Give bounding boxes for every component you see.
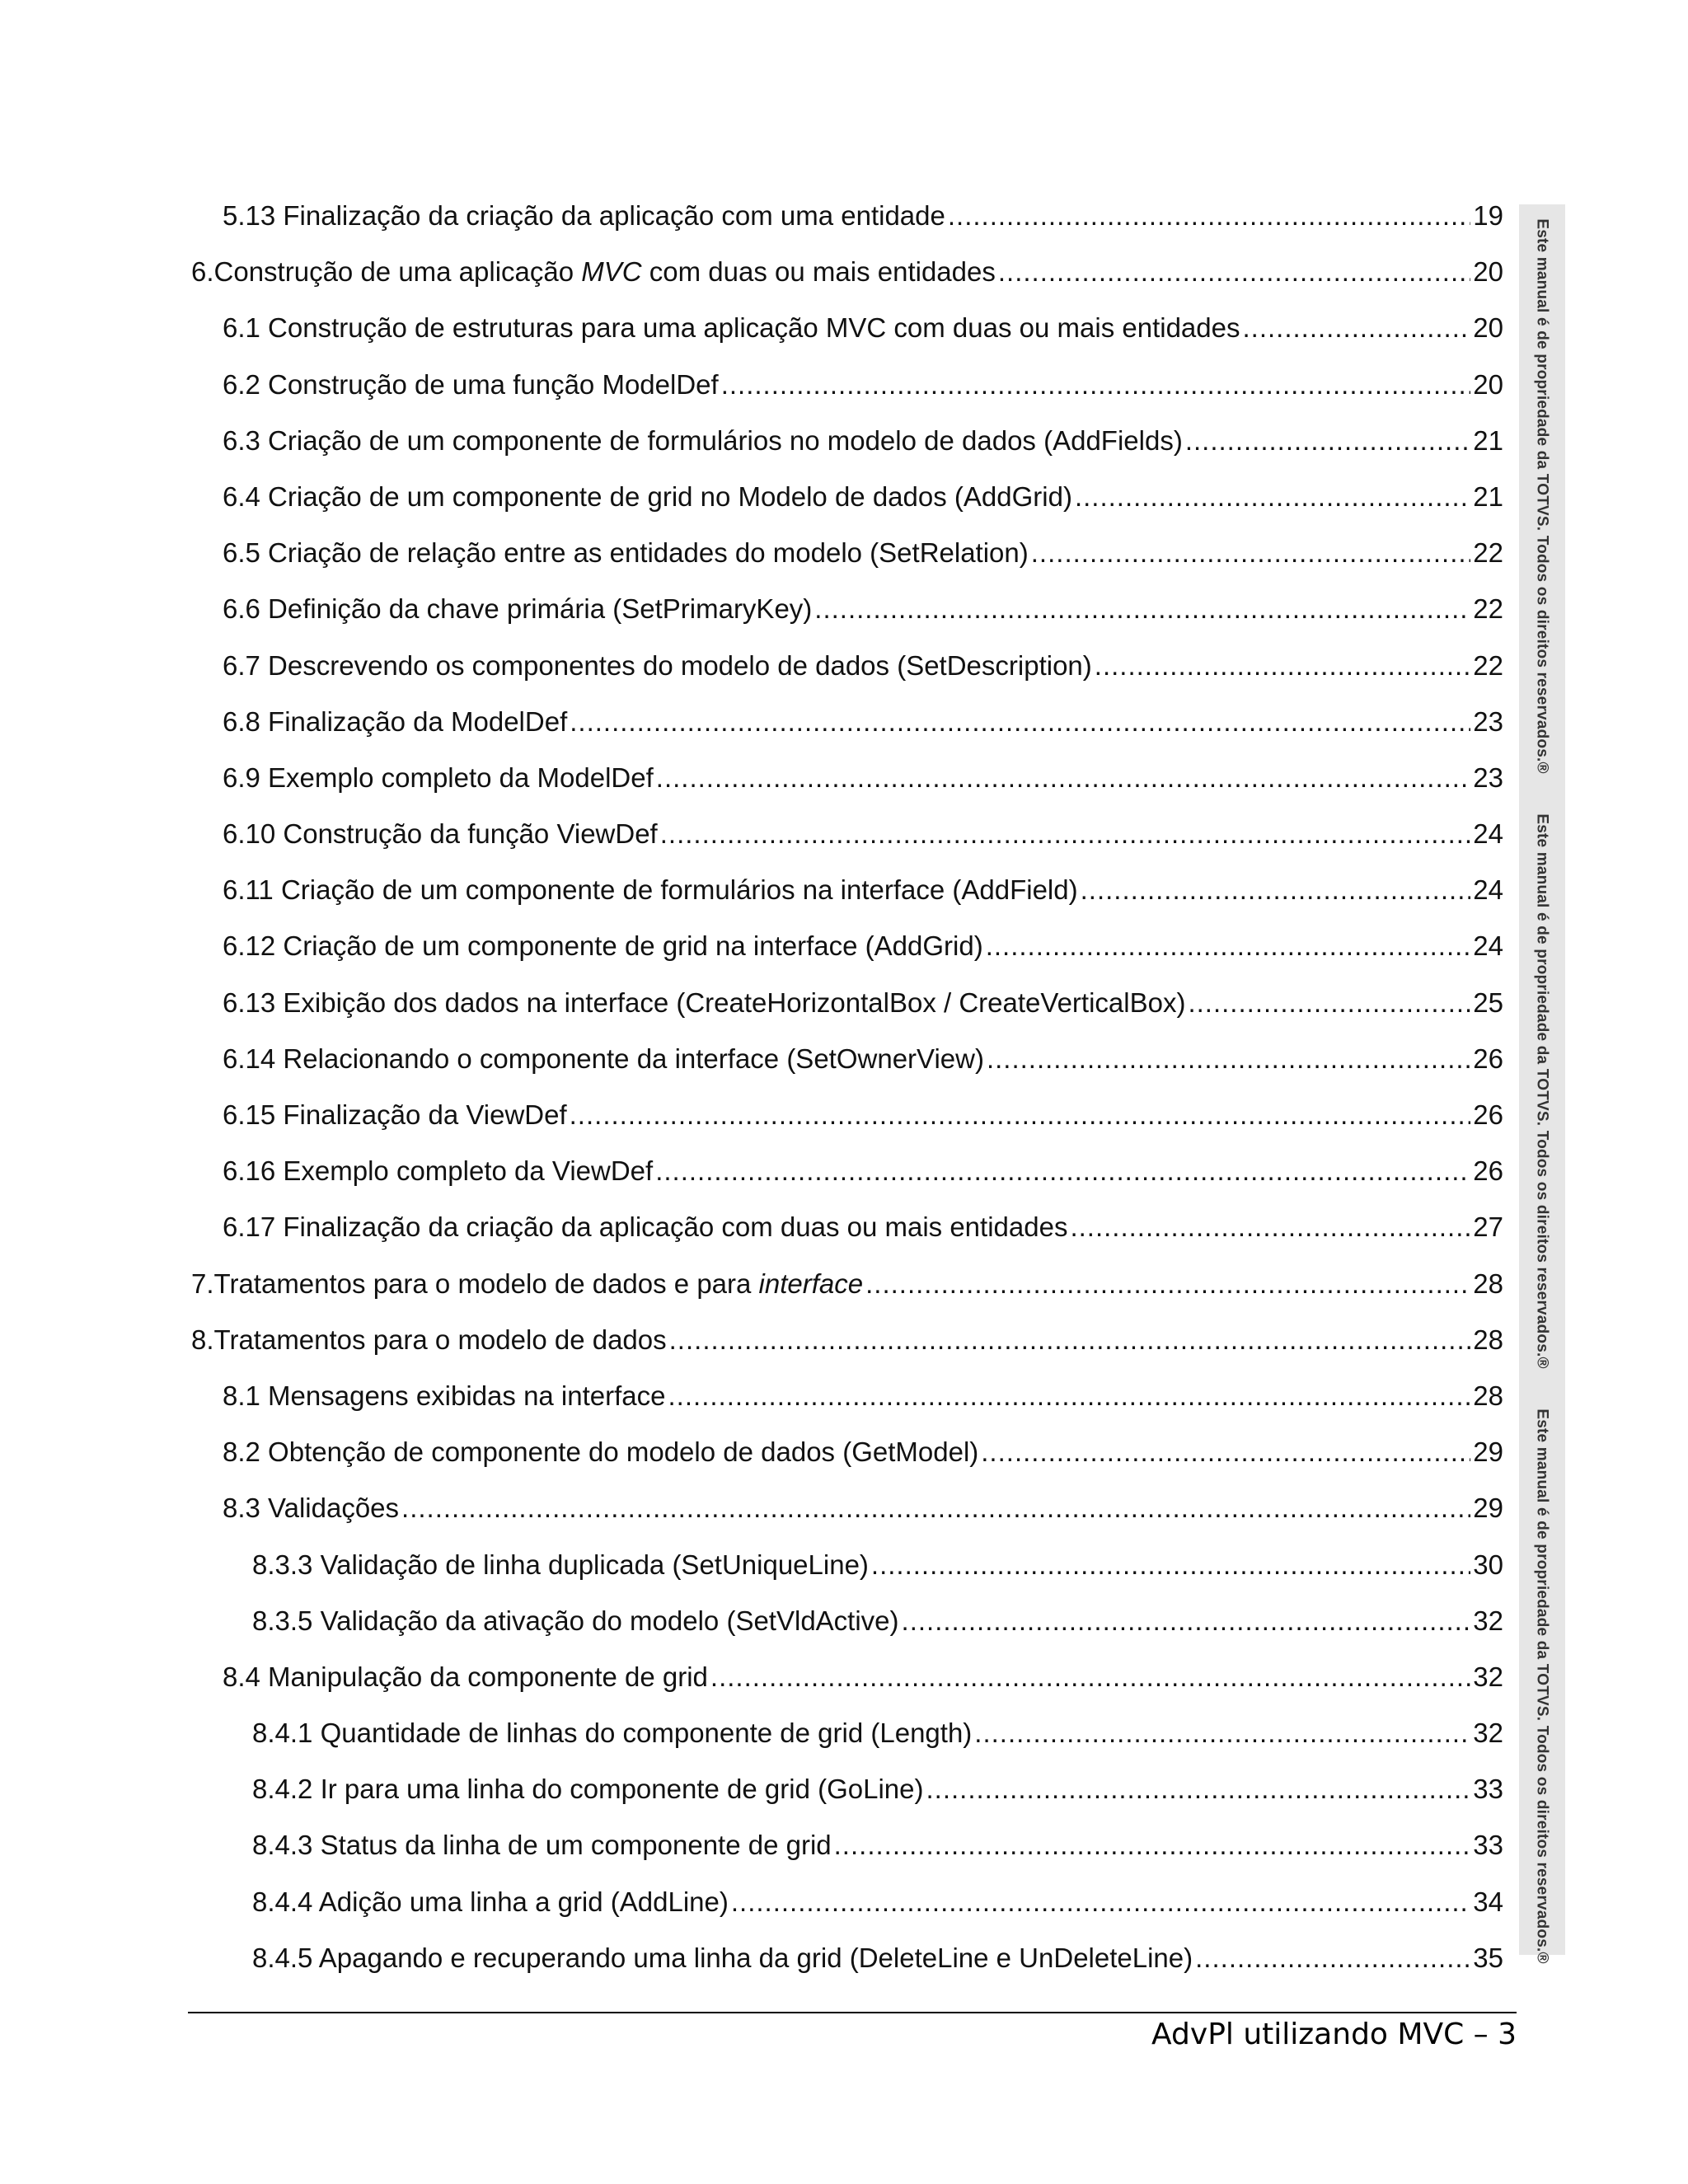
toc-dot-leader <box>731 1874 1470 1930</box>
toc-entry-title-part: 6.Construção de uma aplicação <box>191 256 582 288</box>
toc-entry[interactable] <box>191 525 1503 581</box>
toc-entry-title: 5.13 Finalização da criação da aplicação com uma entidade <box>223 200 945 231</box>
toc-entry-title-part: 7.Tratamentos para o modelo de dados e para <box>191 1268 759 1299</box>
toc-dot-leader <box>1075 469 1470 525</box>
toc-entry[interactable] <box>191 750 1503 806</box>
toc-entry[interactable] <box>191 469 1503 525</box>
toc-entry[interactable] <box>191 1424 1503 1480</box>
toc-dot-leader <box>987 1031 1470 1087</box>
toc-entry[interactable] <box>191 244 1503 300</box>
toc-dot-leader <box>926 1761 1471 1817</box>
toc-page-number: 21 <box>1473 480 1503 512</box>
toc-entry[interactable] <box>191 638 1503 694</box>
toc-dot-leader <box>1095 638 1471 694</box>
toc-dot-leader <box>981 1424 1470 1480</box>
toc-entry-title: 6.15 Finalização da ViewDef <box>223 1099 567 1130</box>
toc-entry[interactable] <box>191 1199 1503 1255</box>
copyright-notice-2 <box>1519 799 1565 1383</box>
toc-page-number: 24 <box>1473 930 1503 962</box>
toc-page-number: 21 <box>1473 424 1503 456</box>
toc-page-number: 26 <box>1473 1043 1503 1074</box>
toc-entry[interactable] <box>191 862 1503 918</box>
toc-dot-leader <box>834 1817 1471 1873</box>
toc-page-number: 25 <box>1473 987 1503 1018</box>
toc-entry[interactable] <box>191 975 1503 1031</box>
toc-dot-leader <box>668 1368 1471 1424</box>
toc-entry-title: 8.3.5 Validação da ativação do modelo (SetVldActive) <box>252 1605 899 1636</box>
toc-page-number: 26 <box>1473 1099 1503 1130</box>
toc-page-number: 27 <box>1473 1212 1503 1243</box>
toc-page-number: 30 <box>1473 1549 1503 1580</box>
toc-entry-title: 8.4.5 Apagando e recuperando uma linha da grid (DeleteLine e UnDeleteLine) <box>252 1942 1193 1973</box>
toc-entry-title-part: com duas ou mais entidades <box>641 256 996 288</box>
toc-dot-leader <box>1070 1199 1470 1255</box>
toc-entry[interactable] <box>191 413 1503 469</box>
toc-entry[interactable] <box>191 1649 1503 1705</box>
toc-page-number: 22 <box>1473 649 1503 681</box>
toc-dot-leader <box>401 1480 1470 1536</box>
toc-page-number: 32 <box>1473 1661 1503 1692</box>
toc-page-number: 24 <box>1473 874 1503 906</box>
toc-dot-leader <box>871 1537 1470 1593</box>
toc-entry-title: 6.6 Definição da chave primária (SetPrimaryKey) <box>223 593 813 625</box>
toc-dot-leader <box>1188 975 1470 1031</box>
toc-entry[interactable] <box>191 1593 1503 1649</box>
toc-entry[interactable] <box>191 1874 1503 1930</box>
toc-entry-title: 8.4 Manipulação da componente de grid <box>223 1661 708 1692</box>
toc-dot-leader <box>986 918 1471 974</box>
toc-page-number: 19 <box>1473 200 1503 231</box>
toc-entry[interactable] <box>191 1817 1503 1873</box>
toc-dot-leader <box>656 750 1471 806</box>
toc-dot-leader <box>948 188 1470 244</box>
toc-page-number: 34 <box>1473 1886 1503 1917</box>
toc-dot-leader <box>570 1087 1471 1143</box>
toc-page-number: 29 <box>1473 1493 1503 1524</box>
toc-dot-leader <box>1185 413 1470 469</box>
toc-page-number: 32 <box>1473 1718 1503 1749</box>
toc-entry-title: 8.4.4 Adição uma linha a grid (AddLine) <box>252 1886 729 1917</box>
toc-dot-leader <box>974 1705 1470 1761</box>
toc-entry-title: 6.7 Descrevendo os componentes do modelo de dados (SetDescription) <box>223 649 1092 681</box>
toc-entry-title: 6.5 Criação de relação entre as entidades do modelo (SetRelation) <box>223 537 1029 569</box>
copyright-sidebar <box>1519 204 1565 1964</box>
toc-page-number: 29 <box>1473 1436 1503 1468</box>
toc-page-number: 28 <box>1473 1324 1503 1355</box>
toc-entry[interactable] <box>191 1537 1503 1593</box>
toc-page-number: 28 <box>1473 1380 1503 1411</box>
toc-page-number: 33 <box>1473 1774 1503 1805</box>
toc-entry[interactable] <box>191 1480 1503 1536</box>
table-of-contents <box>191 188 1503 1986</box>
toc-entry[interactable] <box>191 188 1503 244</box>
toc-entry-title: 6.11 Criação de um componente de formulários na interface (AddField) <box>223 874 1078 906</box>
toc-entry-title <box>191 244 996 300</box>
toc-page-number: 28 <box>1473 1268 1503 1299</box>
toc-entry[interactable] <box>191 1256 1503 1312</box>
toc-dot-leader <box>865 1256 1470 1312</box>
toc-dot-leader <box>1031 525 1471 581</box>
toc-page-number: 24 <box>1473 818 1503 850</box>
toc-entry-title: 6.8 Finalização da ModelDef <box>223 705 568 737</box>
toc-page-number: 20 <box>1473 256 1503 288</box>
toc-entry-title: 6.2 Construção de uma função ModelDef <box>223 368 719 400</box>
toc-dot-leader <box>1081 862 1471 918</box>
toc-entry-title: 8.3.3 Validação de linha duplicada (SetUniqueLine) <box>252 1549 869 1580</box>
toc-entry[interactable] <box>191 1761 1503 1817</box>
toc-dot-leader <box>998 244 1470 300</box>
toc-entry[interactable] <box>191 1143 1503 1199</box>
toc-entry-title: 6.16 Exemplo completo da ViewDef <box>223 1155 654 1187</box>
toc-entry-title: 8.3 Validações <box>223 1493 400 1524</box>
copyright-notice-text: Este manual é de propriedade da TOTVS. Todos os direitos reservados.® <box>1534 218 1551 774</box>
toc-page-number: 20 <box>1473 312 1503 344</box>
toc-dot-leader <box>814 581 1470 637</box>
toc-entry[interactable] <box>191 1930 1503 1986</box>
toc-entry[interactable] <box>191 806 1503 862</box>
toc-entry-title: 6.4 Criação de um componente de grid no Modelo de dados (AddGrid) <box>223 480 1072 512</box>
toc-entry[interactable] <box>191 300 1503 356</box>
toc-entry-title: 6.3 Criação de um componente de formulários no modelo de dados (AddFields) <box>223 424 1183 456</box>
toc-entry-title: 6.14 Relacionando o componente da interface (SetOwnerView) <box>223 1043 984 1074</box>
toc-entry[interactable] <box>191 1031 1503 1087</box>
toc-entry[interactable] <box>191 357 1503 413</box>
toc-page-number: 23 <box>1473 762 1503 793</box>
toc-entry-title: 8.Tratamentos para o modelo de dados <box>191 1324 667 1355</box>
toc-page-number: 20 <box>1473 368 1503 400</box>
toc-entry[interactable] <box>191 918 1503 974</box>
copyright-notice-text: Este manual é de propriedade da TOTVS. Todos os direitos reservados.® <box>1534 813 1551 1369</box>
toc-dot-leader <box>660 806 1471 862</box>
footer-page-label: AdvPl utilizando MVC – 3 <box>1151 2018 1517 2051</box>
copyright-notice-3 <box>1519 1394 1565 1978</box>
toc-entry[interactable] <box>191 581 1503 637</box>
copyright-notice-1 <box>1519 204 1565 788</box>
toc-dot-leader <box>570 694 1470 750</box>
toc-entry-title: 6.1 Construção de estruturas para uma aplicação MVC com duas ou mais entidades <box>223 312 1240 344</box>
toc-dot-leader <box>1195 1930 1470 1986</box>
toc-entry-title: 8.4.3 Status da linha de um componente de grid <box>252 1830 832 1861</box>
toc-entry[interactable] <box>191 1312 1503 1368</box>
footer-divider <box>188 2012 1517 2013</box>
toc-entry[interactable] <box>191 1368 1503 1424</box>
toc-entry-title <box>191 1256 863 1312</box>
toc-entry[interactable] <box>191 1087 1503 1143</box>
toc-page-number: 23 <box>1473 705 1503 737</box>
toc-dot-leader <box>655 1143 1470 1199</box>
toc-entry-title: 8.4.1 Quantidade de linhas do componente de grid (Length) <box>252 1718 973 1749</box>
toc-entry[interactable] <box>191 1705 1503 1761</box>
toc-entry-title-emphasis: MVC <box>581 256 642 288</box>
toc-entry-title: 6.17 Finalização da criação da aplicação com duas ou mais entidades <box>223 1212 1068 1243</box>
toc-entry-title: 8.4.2 Ir para uma linha do componente de grid (GoLine) <box>252 1774 924 1805</box>
toc-page-number: 33 <box>1473 1830 1503 1861</box>
toc-dot-leader <box>902 1593 1471 1649</box>
toc-dot-leader <box>721 357 1471 413</box>
copyright-notice-text: Este manual é de propriedade da TOTVS. Todos os direitos reservados.® <box>1534 1408 1551 1964</box>
toc-page-number: 35 <box>1473 1942 1503 1973</box>
toc-entry-title: 6.13 Exibição dos dados na interface (CreateHorizontalBox / CreateVerticalBox) <box>223 987 1186 1018</box>
toc-entry-title-emphasis: interface <box>758 1268 864 1299</box>
toc-entry-title: 6.9 Exemplo completo da ModelDef <box>223 762 654 793</box>
toc-entry-title: 6.12 Criação de um componente de grid na interface (AddGrid) <box>223 930 983 962</box>
toc-entry-title: 8.2 Obtenção de componente do modelo de dados (GetModel) <box>223 1436 979 1468</box>
toc-page-number: 22 <box>1473 593 1503 625</box>
toc-page-number: 32 <box>1473 1605 1503 1636</box>
toc-dot-leader <box>710 1649 1470 1705</box>
toc-dot-leader <box>1243 300 1471 356</box>
toc-page-number: 26 <box>1473 1155 1503 1187</box>
toc-entry-title: 8.1 Mensagens exibidas na interface <box>223 1380 666 1411</box>
toc-page-number: 22 <box>1473 537 1503 569</box>
toc-entry[interactable] <box>191 694 1503 750</box>
toc-dot-leader <box>669 1312 1471 1368</box>
toc-entry-title: 6.10 Construção da função ViewDef <box>223 818 658 850</box>
